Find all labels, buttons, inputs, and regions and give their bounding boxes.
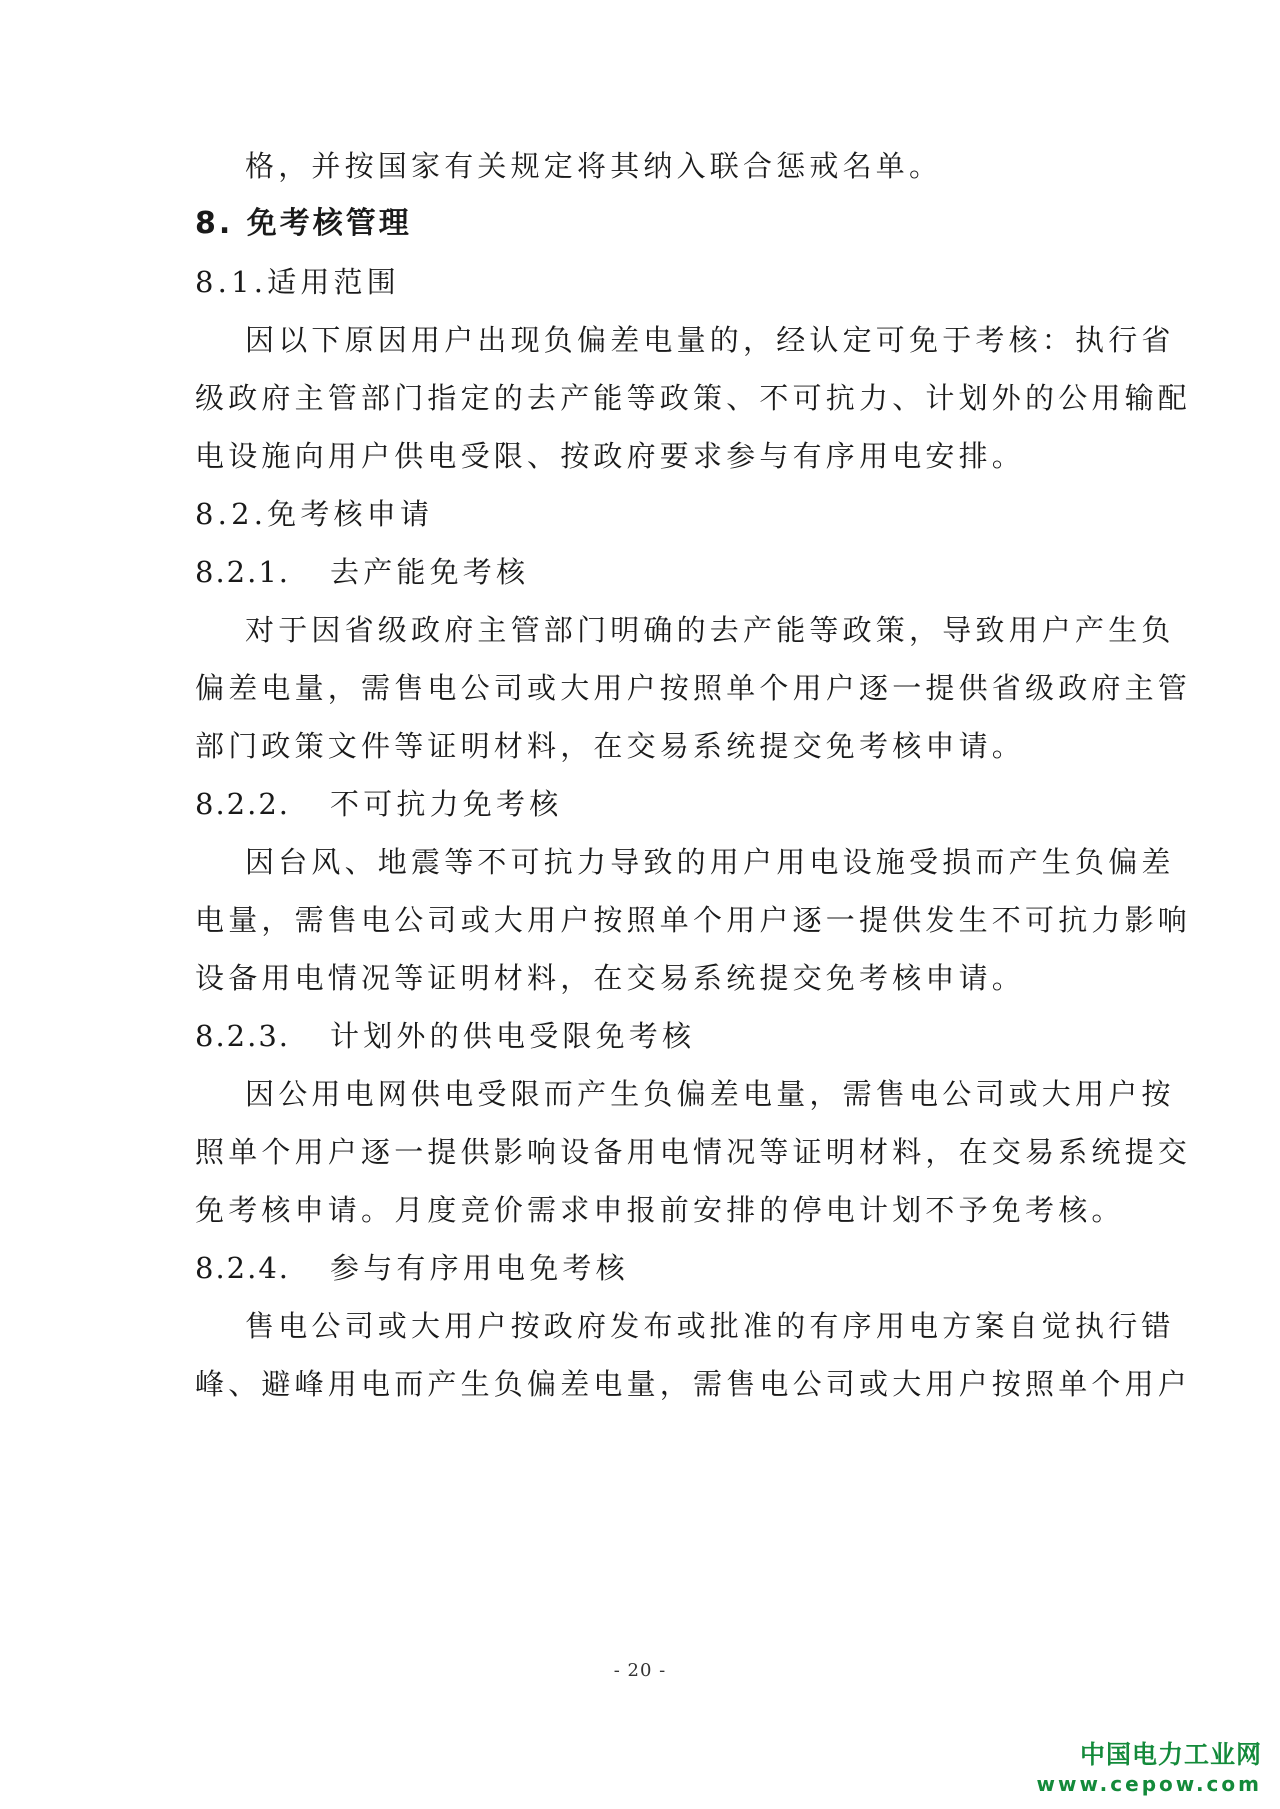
subsection-title: 去产能免考核 [330,555,530,589]
watermark-title: 中国电力工业网 [1079,1740,1262,1769]
paragraph-line: 部门政策文件等证明材料，在交易系统提交免考核申请。 [195,729,1026,763]
paragraph-line: 因以下原因用户出现负偏差电量的，经认定可免于考核：执行省 [245,323,1175,357]
paragraph-line: 峰、避峰用电而产生负偏差电量，需售电公司或大用户按照单个用户 [195,1367,1192,1401]
subsection-title: 不可抗力免考核 [330,787,563,821]
subsection-number: 8.2.2. [195,787,291,821]
section-title: 免考核管理 [246,206,412,241]
paragraph-line: 照单个用户逐一提供影响设备用电情况等证明材料，在交易系统提交 [195,1135,1192,1169]
subsection-heading-8-2-3 [195,1016,1095,1056]
paragraph-line: 因台风、地震等不可抗力导致的用户用电设施受损而产生负偏差 [245,845,1175,879]
paragraph-line: 因公用电网供电受限而产生负偏差电量，需售电公司或大用户按 [245,1077,1175,1111]
watermark-url: www.cepow.com [1036,1772,1262,1796]
site-watermark [1037,1739,1262,1797]
section-heading-8 [195,204,1095,244]
paragraph-line: 售电公司或大用户按政府发布或批准的有序用电方案自觉执行错 [245,1309,1175,1343]
subsection-heading-8-2: 8.2.免考核申请 [195,497,434,531]
subsection-heading-8-2-4 [195,1248,1095,1288]
subsection-number: 8.2.4. [195,1251,291,1285]
subsection-title: 参与有序用电免考核 [330,1251,629,1285]
page-number: - 20 - [613,1660,667,1681]
paragraph-line: 免考核申请。月度竞价需求申报前安排的停电计划不予免考核。 [195,1193,1125,1227]
section-number: 8. [195,206,234,241]
subsection-number: 8.2.1. [195,555,291,589]
paragraph-line: 设备用电情况等证明材料，在交易系统提交免考核申请。 [195,961,1026,995]
paragraph-line: 对于因省级政府主管部门明确的去产能等政策，导致用户产生负 [245,613,1175,647]
subsection-number: 8.2.3. [195,1019,291,1053]
paragraph-line: 电设施向用户供电受限、按政府要求参与有序用电安排。 [195,439,1026,473]
subsection-heading-8-2-2 [195,784,1095,824]
paragraph-line: 偏差电量，需售电公司或大用户按照单个用户逐一提供省级政府主管 [195,671,1192,705]
subsection-title: 计划外的供电受限免考核 [330,1019,696,1053]
subsection-heading-8-2-1 [195,552,1095,592]
subsection-heading-8-1: 8.1.适用范围 [195,265,400,299]
paragraph-line: 级政府主管部门指定的去产能等政策、不可抗力、计划外的公用输配 [195,381,1192,415]
paragraph-continuation-line: 格，并按国家有关规定将其纳入联合惩戒名单。 [245,149,943,183]
paragraph-line: 电量，需售电公司或大用户按照单个用户逐一提供发生不可抗力影响 [195,903,1192,937]
